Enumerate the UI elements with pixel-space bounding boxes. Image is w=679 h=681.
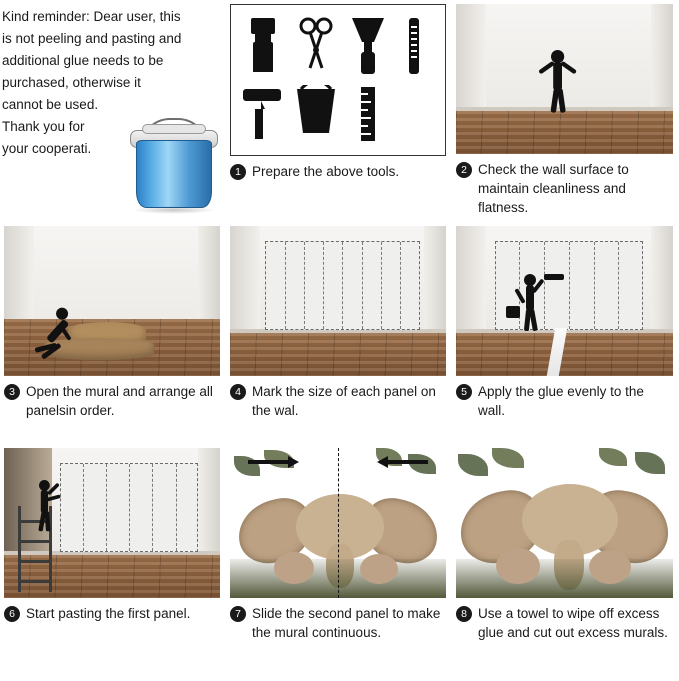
baby-elephant-right xyxy=(360,554,398,584)
baby-elephant-left xyxy=(496,548,540,584)
baby-elephant-right xyxy=(589,550,631,584)
step-3-caption xyxy=(4,382,220,420)
panel-markings xyxy=(60,463,198,552)
step-5 xyxy=(452,222,679,444)
step-6-text: Start pasting the first panel. xyxy=(26,606,191,621)
step-6 xyxy=(0,444,226,681)
step-3-text: Open the mural and arrange all panelsin order. xyxy=(26,384,213,418)
person-on-ladder-pasting-panel xyxy=(4,448,220,598)
step-5-number: 5 xyxy=(456,384,472,400)
step-6-caption xyxy=(4,604,220,623)
scissors-icon xyxy=(296,16,336,78)
step-2-number: 2 xyxy=(456,162,472,178)
paint-bucket-icon xyxy=(128,118,220,214)
step-1-caption xyxy=(230,162,446,181)
step-2 xyxy=(452,0,679,222)
step-2-text: Check the wall surface to maintain cleanliness and flatness. xyxy=(478,162,629,215)
baby-elephant-left xyxy=(274,552,314,584)
step-8-number: 8 xyxy=(456,606,472,622)
step-1-text: Prepare the above tools. xyxy=(252,164,400,179)
person-unrolling-mural-on-floor xyxy=(4,226,220,376)
step-1-number: 1 xyxy=(230,164,246,180)
paint-brush-icon xyxy=(241,16,285,78)
step-8 xyxy=(452,444,679,681)
reminder-line-1: Kind reminder: Dear user, this xyxy=(2,9,181,24)
step-3-number: 3 xyxy=(4,384,20,400)
room-with-person-checking-wall xyxy=(456,4,673,154)
reminder-line-7: your cooperati. xyxy=(2,141,92,156)
step-3 xyxy=(0,222,226,444)
scraper-icon xyxy=(346,16,390,78)
step-6-number: 6 xyxy=(4,606,20,622)
paint-roller-icon xyxy=(239,85,287,143)
step-4-caption xyxy=(230,382,446,420)
step-2-caption xyxy=(456,160,673,217)
finished-elephant-mural xyxy=(456,448,673,598)
utility-knife-icon xyxy=(401,16,427,78)
mural-art xyxy=(230,448,446,598)
seam-line xyxy=(338,448,339,598)
reminder-line-6: Thank you for xyxy=(2,119,85,134)
step-8-text: Use a towel to wipe off excess glue and cut out excess murals. xyxy=(478,606,668,640)
person-applying-glue-with-roller xyxy=(456,226,673,376)
bucket-icon xyxy=(287,85,345,143)
two-mural-halves-sliding-together xyxy=(230,448,446,598)
step-1 xyxy=(226,0,452,222)
step-8-caption xyxy=(456,604,673,642)
step-5-text: Apply the glue evenly to the wall. xyxy=(478,384,644,418)
rolled-mural-2 xyxy=(44,338,154,360)
step-7 xyxy=(226,444,452,681)
step-4 xyxy=(226,222,452,444)
step-4-number: 4 xyxy=(230,384,246,400)
mural-art xyxy=(456,448,673,598)
step-5-caption xyxy=(456,382,673,420)
reminder-line-4: purchased, otherwise it xyxy=(2,75,141,90)
wall-with-marked-panels xyxy=(230,226,446,376)
step-7-number: 7 xyxy=(230,606,246,622)
tools-illustration xyxy=(230,4,446,156)
step-4-text: Mark the size of each panel on the wal. xyxy=(252,384,436,418)
step-7-text: Slide the second panel to make the mural continuous. xyxy=(252,606,441,640)
tool-case-icon xyxy=(506,306,520,318)
reminder-line-5: cannot be used. xyxy=(2,97,99,112)
reminder-line-3: additional glue needs to be xyxy=(2,53,164,68)
reminder-block xyxy=(0,0,226,222)
step-7-caption xyxy=(230,604,446,642)
reminder-line-2: is not peeling and pasting and xyxy=(2,31,182,46)
panel-markings xyxy=(265,241,421,330)
paint-roller-icon xyxy=(544,274,564,280)
ruler-icon xyxy=(355,85,381,143)
